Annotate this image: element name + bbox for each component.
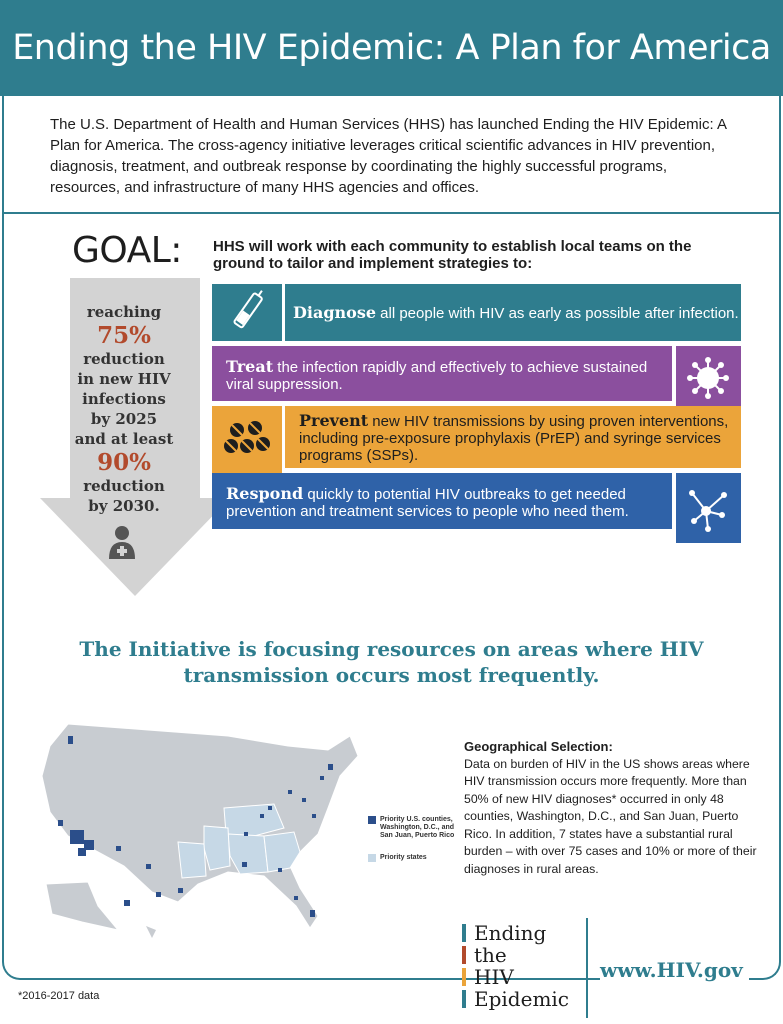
geo-title: Geographical Selection: <box>464 739 613 754</box>
treat-keyword: Treat <box>226 357 274 376</box>
treat-icon-tile <box>676 346 741 411</box>
footnote: *2016-2017 data <box>18 990 100 1002</box>
prevent-text <box>299 413 728 464</box>
legend-swatch-states <box>368 854 376 862</box>
website-link[interactable]: www.HIV.gov <box>600 958 749 982</box>
goal-line: in new HIV <box>77 370 171 388</box>
goal-line: reduction <box>83 350 165 368</box>
logo-word: Ending <box>462 922 569 944</box>
respond-description: quickly to potential HIV outbreaks to get needed prevention and treatment services to people who need them. <box>226 486 629 520</box>
legend-item-counties <box>368 816 456 840</box>
logo-divider <box>586 918 588 1018</box>
map-legend <box>368 816 456 876</box>
legend-swatch-counties <box>368 816 376 824</box>
geo-body: Data on burden of HIV in the US shows areas where HIV transmission occurs more frequently. More than 50% of new HIV diagnoses* occurred in only 48 counties, Washington, D.C., and San Juan, Puerto Rico. In addition, 7 states have a substantial rural burden – with over 75 cases and 10% or more of their diagnoses in rural areas. <box>464 756 757 876</box>
intro-divider <box>2 212 781 214</box>
goal-line: by 2030. <box>88 497 160 515</box>
prevent-band <box>285 406 741 468</box>
page-title: Ending the HIV Epidemic: A Plan for America <box>12 28 771 68</box>
strategies-heading: HHS will work with each community to establish local teams on the ground to tailor and implement strategies to: <box>213 238 692 272</box>
diagnose-text <box>293 304 739 322</box>
legend-item-states <box>368 854 456 862</box>
page-header <box>0 0 783 96</box>
legend-label-counties: Priority U.S. counties, Washington, D.C., and San Juan, Puerto Rico <box>380 816 455 839</box>
treat-description: the infection rapidly and effectively to achieve sustained viral suppression. <box>226 359 648 393</box>
ehe-logo <box>462 922 569 1010</box>
person-plus-icon <box>107 525 137 559</box>
goal-title: GOAL: <box>72 230 182 271</box>
prevent-keyword: Prevent <box>299 411 369 430</box>
respond-band <box>212 473 672 529</box>
network-icon <box>676 473 741 543</box>
legend-label-states: Priority states <box>380 854 427 861</box>
virus-icon <box>676 346 741 411</box>
logo-word: HIV <box>462 966 569 988</box>
goal-percent-2025: 75% <box>97 322 151 349</box>
goal-line: infections <box>82 390 166 408</box>
logo-word: Epidemic <box>462 988 569 1010</box>
goal-line: reduction <box>83 477 165 495</box>
pills-icon <box>212 406 282 474</box>
treat-band <box>212 346 672 401</box>
goal-line: reaching <box>86 303 162 321</box>
focus-title: The Initiative is focusing resources on areas where HIV transmission occurs most frequently. <box>79 637 704 687</box>
goal-line: by 2025 <box>90 410 158 428</box>
goal-statement <box>60 302 188 516</box>
treat-text <box>226 359 647 393</box>
test-swab-icon <box>212 284 282 341</box>
goal-line: and at least <box>74 430 174 448</box>
respond-icon-tile <box>676 473 741 543</box>
goal-percent-2030: 90% <box>97 449 151 476</box>
intro-paragraph: The U.S. Department of Health and Human Services (HHS) has launched Ending the HIV Epidemic: A Plan for America. The cross-agency initiative leverages critical scientific advances in HIV prevention, diagnosis, treatment, and outbreak response by coordinating the highly successful programs, resources, and infrastructure of many HHS agencies and offices. <box>50 116 727 196</box>
respond-keyword: Respond <box>226 484 304 503</box>
prevent-icon-tile <box>212 406 282 474</box>
diagnose-icon-tile <box>212 284 282 341</box>
diagnose-keyword: Diagnose <box>293 302 376 322</box>
diagnose-band <box>285 284 741 341</box>
prevent-description: new HIV transmissions by using proven interventions, including pre-exposure prophylaxis (PrEP) and syringe services programs (SSPs). <box>299 413 729 464</box>
us-priority-map <box>28 716 368 946</box>
respond-text <box>226 486 629 520</box>
diagnose-description: all people with HIV as early as possible after infection. <box>376 304 739 322</box>
logo-word: the <box>462 944 569 966</box>
geographical-selection <box>464 738 764 878</box>
